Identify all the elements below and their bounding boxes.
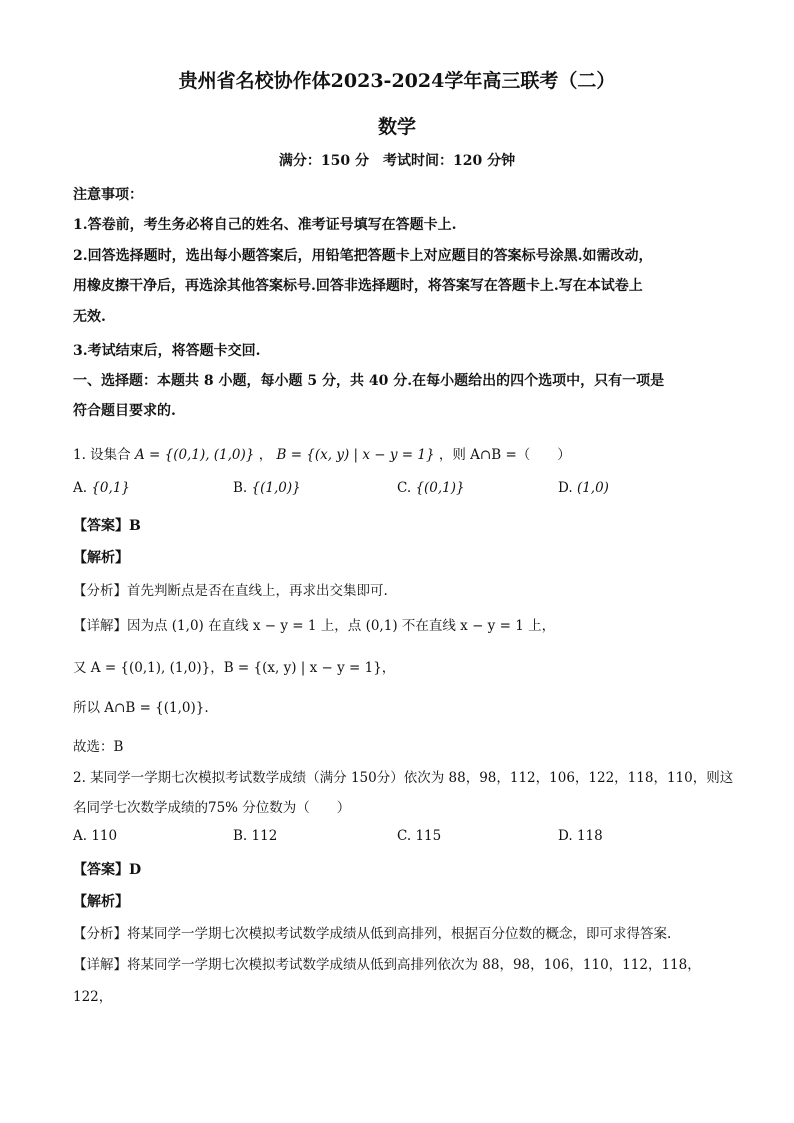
q1-option-c [397,480,465,496]
q1-suoyi: 所以 A∩B = {(1,0)}. [73,700,209,716]
option-text: {(0,1)} [415,480,465,496]
option-label: D. [558,480,573,496]
exam-title: 贵州省名校协作体2023-2024学年高三联考（二） [178,70,616,92]
q1-guxuan: 故选：B [73,739,124,755]
option-label: B. [233,828,248,844]
q2-option-c [397,828,441,844]
option-text: 110 [91,828,118,844]
note-2-line-2: 用橡皮擦干净后，再选涂其他答案标号.回答非选择题时，将答案写在答题卡上.写在本试卷上 [73,278,643,294]
q1-xiangjie: 【详解】因为点 (1,0) 在直线 x − y = 1 上，点 (0,1) 不在直线 x − y = 1 上， [73,618,556,634]
option-text: 118 [576,828,603,844]
q2-xiangjie-line-1: 【详解】将某同学一学期七次模拟考试数学成绩从低到高排列依次为 88，98，106，110，112，118， [73,957,701,973]
note-3: 3.考试结束后，将答题卡交回. [73,343,261,359]
note-2-line-1: 2.回答选择题时，选出每小题答案后，用铅笔把答题卡上对应题目的答案标号涂黑.如需改动， [73,248,653,264]
q1-set-a: A = {(0,1), (1,0)} [134,447,255,463]
q2-xiangjie-line-2: 122， [73,989,113,1005]
q1-fenxi: 【分析】首先判断点是否在直线上，再求出交集即可. [73,583,388,599]
notes-heading: 注意事项： [73,187,143,203]
option-label: C. [397,828,412,844]
option-text: {0,1} [91,480,130,496]
q2-option-d [558,828,603,844]
option-label: C. [397,480,412,496]
section-heading-line-1: 一、选择题：本题共 8 小题，每小题 5 分，共 40 分.在每小题给出的四个选项中，只有一项是 [73,373,665,389]
note-1: 1.答卷前，考生务必将自己的姓名、准考证号填写在答题卡上. [73,217,457,233]
q1-stem [73,443,571,463]
q1-stem-prefix: 1. 设集合 [73,447,131,463]
q2-analysis-heading: 【解析】 [73,894,129,910]
q2-stem-line-1: 2. 某同学一学期七次模拟考试数学成绩（满分 150分）依次为 88，98，112，106，122，118，110，则这 [73,770,734,786]
q1-answer: 【答案】B [73,518,141,534]
q1-option-a [73,480,130,496]
q2-answer: 【答案】D [73,862,142,878]
option-label: D. [558,828,573,844]
q2-option-b [233,828,277,844]
q1-option-b [233,480,301,496]
q1-set-b: B = {(x, y) | x − y = 1} [276,447,435,463]
option-label: A. [73,480,88,496]
q1-analysis-heading: 【解析】 [73,550,129,566]
q1-ask: ，则 A∩B =（ ） [438,447,571,463]
q2-option-a [73,828,117,844]
option-text: {(1,0)} [251,480,301,496]
note-2-line-3: 无效. [73,309,106,325]
exam-meta: 满分：150 分 考试时间：120 分钟 [278,153,516,169]
option-text: (1,0) [576,480,609,496]
subject-heading: 数学 [377,116,416,138]
section-heading-line-2: 符合题目要求的. [73,403,176,419]
option-text: 112 [251,828,278,844]
option-label: A. [73,828,88,844]
q2-fenxi: 【分析】将某同学一学期七次模拟考试数学成绩从低到高排列，根据百分位数的概念，即可求得答案. [73,926,672,942]
q1-option-d [558,480,609,496]
q1-you: 又 A = {(0,1), (1,0)}，B = {(x, y) | x − y = 1}， [73,660,396,676]
option-text: 115 [415,828,442,844]
option-label: B. [233,480,248,496]
q2-stem-line-2: 名同学七次数学成绩的75% 分位数为（ ） [73,800,351,816]
q1-comma: ， [258,447,273,463]
